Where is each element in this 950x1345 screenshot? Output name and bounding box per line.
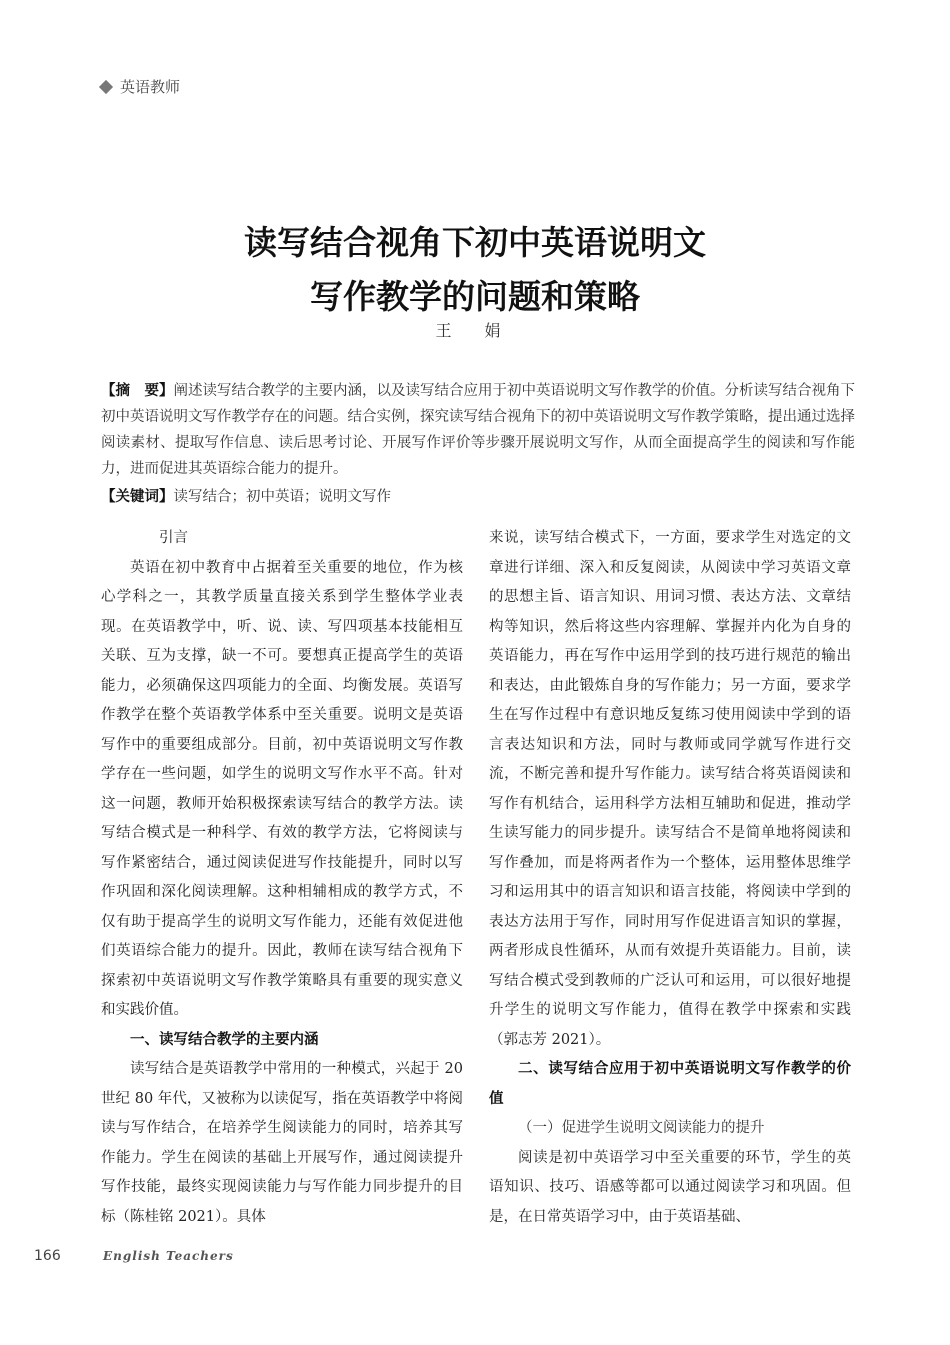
section-1-heading: 一、读写结合教学的主要内涵 xyxy=(130,1031,319,1048)
journal-name: 英语教师 xyxy=(120,78,181,96)
keywords xyxy=(101,484,855,510)
journal-header xyxy=(101,76,180,97)
continued-paragraph: 来说，读写结合模式下，一方面，要求学生对选定的文章进行详细、深入和反复阅读，从阅读中学习英语文章的思想主旨、语言知识、用词习惯、表达方法、文章结构等知识，然后将这些内容理解、掌握并内化为自身的英语能力，再在写作中运用学到的技巧进行规范的输出和表达，由此锻炼自身的写作能力；另一方面，要求学生在写作过程中有意识地反复练习使用阅读中学到的语言表达知识和方法，同时与教师或同学就写作进行交流，不断完善和提升写作能力。读写结合将英语阅读和写作有机结合，运用科学方法相互辅助和促进，推动学生读写能力的同步提升。读写结合不是简单地将阅读和写作叠加，而是将两者作为一个整体，运用整体思维学习和运用其中的语言知识和语言技能，将阅读中学到的表达方法用于写作，同时用写作促进语言知识的掌握，两者形成良性循环，从而有效提升英语能力。目前，读写结合模式受到教师的广泛认可和运用，可以很好地提升学生的说明文写作能力，值得在教学中探索和实践（郭志芳 2021）。 xyxy=(489,530,851,1048)
subsection-1-paragraph: 阅读是初中英语学习中至关重要的环节，学生的英语知识、技巧、语感等都可以通过阅读学习和巩固。但是，在日常英语学习中，由于英语基础、 xyxy=(489,1149,851,1225)
footer-journal-name: English Teachers xyxy=(103,1249,234,1263)
intro-paragraph: 英语在初中教育中占据着至关重要的地位，作为核心学科之一，其教学质量直接关系到学生整体学业表现。在英语教学中，听、说、读、写四项基本技能相互关联、互为支撑，缺一不可。要想真正提高学生的英语能力，必须确保这四项能力的全面、均衡发展。英语写作教学在整个英语教学体系中至关重要。说明文是英语写作中的重要组成部分。目前，初中英语说明文写作教学存在一些问题，如学生的说明文写作水平不高。针对这一问题，教师开始积极探索读写结合的教学方法。读写结合模式是一种科学、有效的教学方法，它将阅读与写作紧密结合，通过阅读促进写作技能提升，同时以写作巩固和深化阅读理解。这种相辅相成的教学方式，不仅有助于提高学生的说明文写作能力，还能有效促进他们英语综合能力的提升。因此，教师在读写结合视角下探索初中英语说明文写作教学策略具有重要的现实意义和实践价值。 xyxy=(101,559,463,1018)
keywords-text: 读写结合；初中英语；说明文写作 xyxy=(173,489,391,505)
subsection-1-heading: （一）促进学生说明文阅读能力的提升 xyxy=(518,1120,765,1136)
author: 王 娟 xyxy=(435,321,515,340)
title-line-2: 写作教学的问题和策略 xyxy=(310,277,640,316)
keywords-label: 【关键词】 xyxy=(101,489,174,505)
diamond-icon xyxy=(99,79,113,93)
intro-heading: 引言 xyxy=(159,530,188,546)
article-title xyxy=(0,216,950,324)
abstract-label: 【摘 要】 xyxy=(101,383,174,399)
page-number: 166 xyxy=(34,1248,61,1264)
section-2-heading: 二、读写结合应用于初中英语说明文写作教学的价值 xyxy=(489,1061,851,1107)
abstract xyxy=(101,378,855,482)
title-line-1: 读写结合视角下初中英语说明文 xyxy=(244,223,706,262)
abstract-text: 阐述读写结合教学的主要内涵，以及读写结合应用于初中英语说明文写作教学的价值。分析读写结合视角下初中英语说明文写作教学存在的问题。结合实例，探究读写结合视角下的初中英语说明文写作教学策略，提出通过选择阅读素材、提取写作信息、读后思考讨论、开展写作评价等步骤开展说明文写作，从而全面提高学生的阅读和写作能力，进而促进其英语综合能力的提升。 xyxy=(101,383,855,477)
section-1-paragraph: 读写结合是英语教学中常用的一种模式，兴起于 20 世纪 80 年代，又被称为以读促写，指在英语教学中将阅读与写作结合，在培养学生阅读能力的同时，培养其写作能力。学生在阅读的基础上开展写作，通过阅读提升写作技能，最终实现阅读能力与写作能力同步提升的目标（陈桂铭 2021）。具体 xyxy=(101,1061,463,1225)
right-column xyxy=(489,524,851,1232)
left-column xyxy=(101,524,463,1232)
